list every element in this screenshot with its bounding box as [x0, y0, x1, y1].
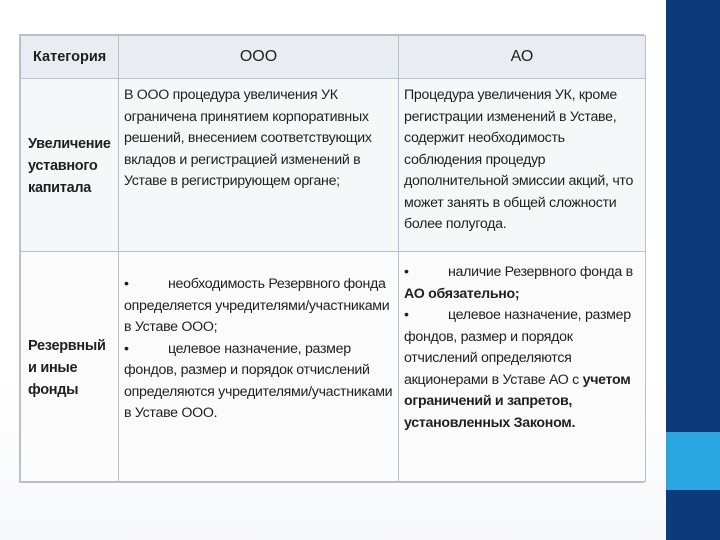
- table-header-row: [21, 36, 646, 79]
- cell-ao-funds: [399, 252, 646, 482]
- table-row: [21, 252, 646, 482]
- list-item: [404, 305, 640, 434]
- cell-ooo-capital: В ООО процедура увеличения УК ограничена принятием корпоративных решений, внесением соответствующих вкладов и регистрацией изменений в Уставе в регистрирующем органе;: [119, 79, 399, 252]
- ao-funds-bullet-1b: АО обязательно;: [404, 285, 520, 302]
- header-category: Категория: [21, 36, 119, 79]
- ao-capital-text-1: Процедура увеличения УК, кроме: [404, 87, 618, 103]
- header-ooo: ООО: [119, 36, 399, 79]
- ao-funds-bullet-1a: наличие Резервного фонда в: [448, 264, 633, 280]
- ooo-funds-bullet-1: необходимость Резервного фонда определяется учредителями/участниками в Уставе ООО;: [124, 276, 390, 335]
- bullet-icon: •: [124, 276, 129, 292]
- bullet-icon: •: [124, 340, 129, 357]
- row-category-funds: Резервный и иные фонды: [21, 252, 119, 482]
- bullet-icon: •: [404, 307, 409, 323]
- ooo-funds-bullet-2: целевое назначение, размер фондов, размер и порядок отчислений определяются учредителями/участниками в Уставе ООО.: [124, 340, 393, 421]
- row-category-capital: Увеличение уставного капитала: [21, 79, 119, 252]
- ao-capital-text-2: регистрации изменений в Уставе, содержит необходимость соблюдения процедур дополнительной эмиссии акций, что может занять в общей сложности более полугода.: [404, 108, 634, 232]
- list-item: [124, 339, 393, 425]
- comparison-table: [19, 34, 644, 483]
- ao-funds-bullet-2a: целевое назначение, размер фондов, размер и порядок отчислений определяются акционерами в Уставе АО с: [404, 307, 631, 388]
- list-item: [404, 262, 640, 305]
- comparison-table-grid: [20, 35, 646, 482]
- side-accent-block: [666, 432, 720, 490]
- bullet-icon: •: [404, 264, 409, 280]
- list-item: [124, 274, 393, 339]
- cell-ooo-funds: [119, 252, 399, 482]
- table-row: [21, 79, 646, 252]
- ao-funds-bullet-2b: учетом ограничений и запретов, установленных Законом.: [404, 371, 631, 431]
- cell-ao-capital: [399, 79, 646, 252]
- header-ao: АО: [399, 36, 646, 79]
